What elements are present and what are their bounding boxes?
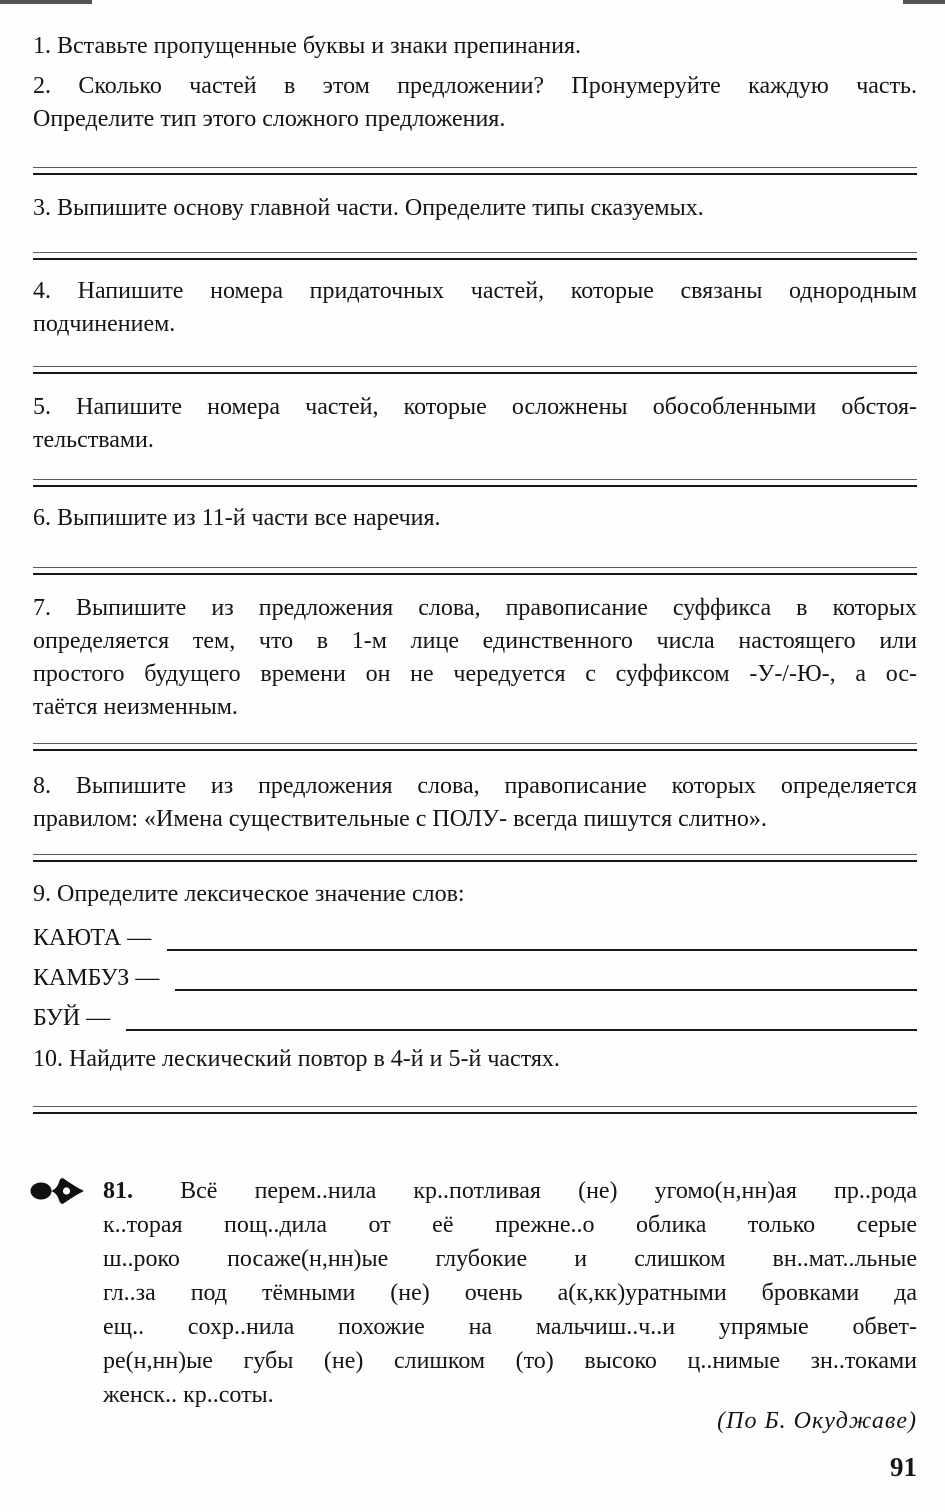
vocab-row-kayuta <box>33 922 917 955</box>
vocab-term: КАМБУЗ — <box>33 965 160 991</box>
exercise-line: ещ.. сохр..нила похожие на мальчиш..ч..и упрямые обвет- <box>103 1314 917 1340</box>
task-4-text: подчинением. <box>33 311 176 337</box>
task-5-text: тельствами. <box>33 427 154 453</box>
task-6-text: 6. Выпишите из 11-й части все наречия. <box>33 505 441 531</box>
task-4-text: 4. Напишите номера придаточных частей, которые связаны однородным <box>33 278 917 304</box>
vocab-writing-line <box>126 1002 917 1031</box>
task-8-text: 8. Выпишите из предложения слова, правописание которых определяется <box>33 773 917 799</box>
task-7 <box>33 592 917 724</box>
answer-rule <box>33 366 917 374</box>
exercise-line: к..торая пощ..дила от её прежне..о облика только серые <box>103 1212 917 1238</box>
task-2-text: 2. Сколько частей в этом предложении? Пронумеруйте каждую часть. <box>33 73 917 99</box>
scan-artifact <box>0 0 92 4</box>
answer-rule <box>33 854 917 862</box>
exercise-number: 81. <box>103 1178 133 1204</box>
task-7-text: таётся неизменным. <box>33 694 238 720</box>
task-8-text: правилом: «Имена существительные с ПОЛУ- всегда пишутся слитно». <box>33 806 767 832</box>
exercise-line: женск.. кр..соты. <box>103 1382 274 1408</box>
task-6 <box>33 502 917 535</box>
task-7-text: 7. Выпишите из предложения слова, правописание суффикса в которых <box>33 595 917 621</box>
vocab-writing-line <box>167 922 917 951</box>
task-9-text: 9. Определите лексическое значение слов: <box>33 881 465 907</box>
answer-rule <box>33 479 917 487</box>
task-8 <box>33 770 917 836</box>
vocab-row-buy <box>33 1002 917 1035</box>
task-5 <box>33 391 917 457</box>
vocab-row-kambuz <box>33 962 917 995</box>
task-1 <box>33 30 917 63</box>
key-ornament-icon <box>30 1176 86 1206</box>
answer-rule <box>33 567 917 575</box>
exercise-line: ре(н,нн)ые губы (не) слишком (то) высоко ц..нимые зн..токами <box>103 1348 917 1374</box>
task-10 <box>33 1043 917 1076</box>
task-10-text: 10. Найдите лескический повтор в 4-й и 5-й частях. <box>33 1046 560 1072</box>
answer-rule <box>33 167 917 175</box>
vocab-term: КАЮТА — <box>33 925 152 951</box>
exercise-line <box>103 1174 917 1208</box>
task-1-text: 1. Вставьте пропущенные буквы и знаки препинания. <box>33 33 582 59</box>
task-3 <box>33 192 917 225</box>
answer-rule <box>33 1106 917 1114</box>
exercise-line: гл..за под тёмными (не) очень а(к,кк)уратными бровками да <box>103 1280 917 1306</box>
task-2 <box>33 70 917 136</box>
page-number: 91 <box>890 1452 917 1482</box>
exercise-line-text: Всё перем..нила кр..потливая (не) угомо(н,нн)ая пр..рода <box>180 1178 917 1204</box>
exercise-line: ш..роко посаже(н,нн)ые глубокие и слишком вн..мат..льные <box>103 1246 917 1272</box>
answer-rule <box>33 252 917 260</box>
answer-rule <box>33 743 917 751</box>
task-5-text: 5. Напишите номера частей, которые осложнены обособленными обстоя- <box>33 394 917 420</box>
task-2-text: Определите тип этого сложного предложения. <box>33 106 506 132</box>
task-4 <box>33 275 917 341</box>
scan-artifact <box>903 0 945 4</box>
task-3-text: 3. Выпишите основу главной части. Определите типы сказуемых. <box>33 195 704 221</box>
task-7-text: определяется тем, что в 1-м лице единственного числа настоящего или <box>33 628 917 654</box>
exercise-81 <box>103 1174 917 1412</box>
vocab-writing-line <box>175 962 917 991</box>
vocab-term: БУЙ — <box>33 1005 111 1031</box>
task-7-text: простого будущего времени он не чередуется с суффиксом -У-/-Ю-, а ос- <box>33 661 917 687</box>
attribution: (По Б. Окуджаве) <box>717 1408 917 1434</box>
task-9 <box>33 878 917 911</box>
